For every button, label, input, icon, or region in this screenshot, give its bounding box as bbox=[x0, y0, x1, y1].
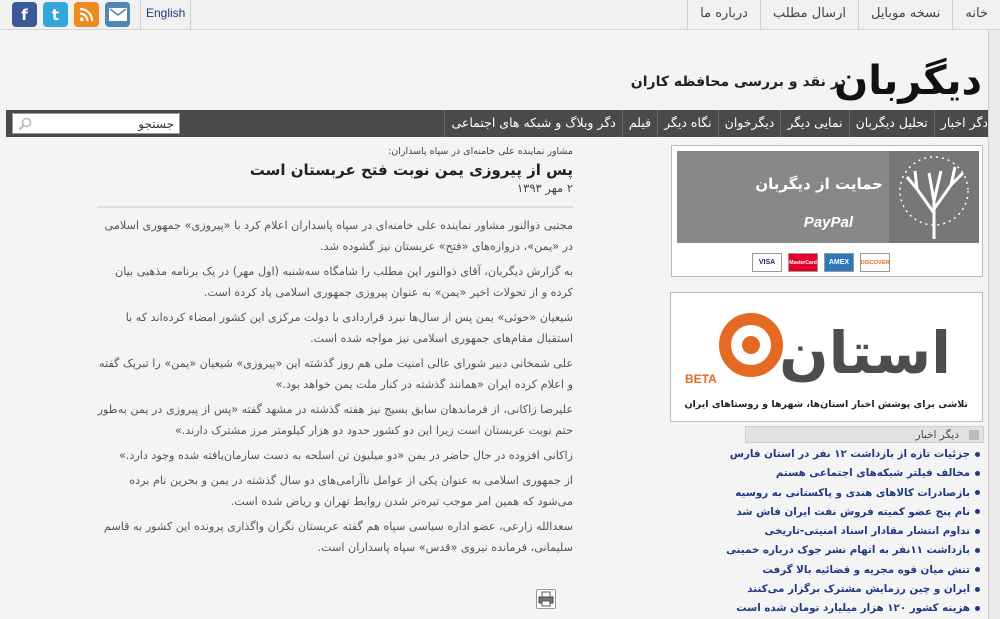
discover-card-icon: DISCOVER bbox=[860, 253, 890, 272]
top-nav-submit[interactable]: ارسال مطلب bbox=[760, 0, 858, 29]
top-nav-mobile[interactable]: نسخه موبایل bbox=[858, 0, 952, 29]
news-link[interactable]: بازصادرات کالاهای هندی و پاکستانی به روسیه bbox=[745, 484, 980, 503]
print-button[interactable] bbox=[536, 589, 556, 609]
news-link[interactable]: تنش میان قوه مجریه و قضائیه بالا گرفت bbox=[745, 561, 980, 580]
article-kicker: مشاور نماینده علی خامنه‌ای در سپاه پاسداران: bbox=[388, 146, 573, 157]
search-icon[interactable] bbox=[18, 117, 32, 131]
ostan-logo-text: استان bbox=[779, 319, 951, 387]
twitter-icon[interactable]: t bbox=[43, 2, 68, 27]
nav-item-news[interactable]: دگر اخبار bbox=[934, 110, 994, 137]
bullet-icon bbox=[975, 490, 980, 495]
mail-icon[interactable] bbox=[105, 2, 130, 27]
news-link[interactable]: هزینه کشور ۱۲۰ هزار میلیارد تومان شده است bbox=[745, 599, 980, 618]
amex-card-icon: AMEX bbox=[824, 253, 854, 272]
article-paragraph: زاکانی افزوده در حال حاضر در یمن «دو میلیون تن اسلحه به دست سازمان‌یافته شده وجود دارد.» bbox=[118, 449, 573, 462]
header-square-icon bbox=[969, 430, 979, 440]
article-paragraph: از جمهوری اسلامی به عنوان یکی از عوامل ناآرامی‌های دو سال گذشته در یمن و بحرین نام برده می‌شود که همین امر موجب تیره‌تر شدن روابط تهران و ریاض شده است. bbox=[129, 474, 573, 508]
bullet-icon bbox=[975, 471, 980, 476]
site-header bbox=[630, 52, 984, 104]
site-logo[interactable] bbox=[834, 52, 984, 104]
nav-item-film[interactable]: فیلم bbox=[622, 110, 657, 137]
nav-item-reader[interactable]: دیگرخوان bbox=[718, 110, 781, 137]
article-paragraph: به گزارش دیگربان، آقای ذوالنور این مطلب را شامگاه سه‌شنبه (اول مهر) در یک برنامه مذهبی بیان کرده و از تحولات اخیر «یمن» به عنوان پیروزی جمهوری اسلامی یاد کرده است. bbox=[115, 265, 573, 299]
logo-text: دیگربان bbox=[834, 58, 982, 104]
bullet-icon bbox=[975, 567, 980, 572]
search-box bbox=[12, 113, 180, 134]
top-nav-about[interactable]: درباره ما bbox=[687, 0, 760, 29]
article-divider bbox=[97, 206, 573, 208]
article bbox=[97, 145, 573, 562]
main-nav bbox=[6, 110, 994, 137]
page-scrollbar[interactable] bbox=[988, 30, 1000, 619]
printer-icon bbox=[537, 590, 555, 608]
article-paragraph: شیعیان «حوثی» یمن پس از سال‌ها نبرد قراردادی با دولت مرکزی این کشور امضاء کرده‌اند که با استقبال مقام‌های جمهوری اسلامی نیز مواجه شده است. bbox=[125, 311, 573, 345]
bullet-icon bbox=[975, 606, 980, 611]
other-news-box bbox=[726, 426, 984, 619]
article-paragraph: سعدالله زارعی، عضو اداره سیاسی سپاه هم گفته عربستان نگران واگذاری پرونده این کشور به قاسم سلیمانی، فرمانده نیروی «قدس» سپاه پاسداران است. bbox=[103, 520, 573, 554]
rss-icon[interactable] bbox=[74, 2, 99, 27]
other-news-title: دیگر اخبار bbox=[915, 429, 959, 441]
nav-item-look[interactable]: نگاه دیگر bbox=[657, 110, 718, 137]
support-title: حمایت از دیگربان bbox=[755, 175, 883, 193]
bullet-icon bbox=[975, 548, 980, 553]
mastercard-icon: MasterCard bbox=[788, 253, 818, 272]
article-paragraph: علی شمخانی دبیر شورای عالی امنیت ملی هم روز گذشته این «پیروزی» شیعیان «یمن» را تبریک گفته و اعلام کرده ایران «همانند گذشته در کنار ملت یمن خواهد بود.» bbox=[99, 357, 573, 391]
payment-cards bbox=[752, 253, 890, 272]
paypal-donate-banner[interactable] bbox=[671, 145, 983, 277]
ostan-banner[interactable] bbox=[670, 292, 983, 422]
nav-item-blogs[interactable]: دگر وبلاگ و شبکه های اجتماعی bbox=[444, 110, 621, 137]
visa-card-icon: VISA bbox=[752, 253, 782, 272]
article-paragraph: علیرضا زاکانی، از فرماندهان سابق بسیج نیز هفته گذشته در مشهد گفته «پس از پیروزی در یمن به‌طور حتم نوبت عربستان است زیرا این دو کشور حدود دو هزار کیلومتر مرز مشترک دارند.» bbox=[97, 403, 573, 437]
english-link[interactable]: English bbox=[140, 0, 191, 29]
bullet-icon bbox=[975, 509, 980, 514]
nav-item-view[interactable]: نمایی دیگر bbox=[780, 110, 848, 137]
article-date: ۲ مهر ۱۳۹۳ bbox=[516, 181, 573, 195]
search-input[interactable] bbox=[37, 114, 177, 133]
article-headline[interactable]: پس از پیروزی یمن نوبت فتح عربستان است bbox=[249, 161, 573, 179]
top-nav bbox=[687, 0, 1000, 29]
bullet-icon bbox=[975, 587, 980, 592]
ostan-beta-label: BETA bbox=[685, 372, 717, 386]
news-link[interactable]: بازداشت ۱۱نفر به اتهام نشر جوک درباره خمینی bbox=[745, 541, 980, 560]
news-link[interactable]: ایران و چین رزمایش مشترک برگزار می‌کنند bbox=[745, 580, 980, 599]
tree-icon bbox=[889, 151, 979, 243]
article-paragraph: مجتبی ذوالنور مشاور نماینده علی خامنه‌ای در سپاه پاسداران اعلام کرد با «پیروزی» جمهوری اسلامی در «یمن»، دروازه‌های «فتح» عربستان نیز گشوده شد. bbox=[104, 219, 573, 253]
ostan-caption: تلاشی برای پوشش اخبار استان‌ها، شهرها و روستاهای ایران bbox=[684, 399, 968, 410]
top-bar bbox=[0, 0, 1000, 30]
news-link[interactable]: تداوم انتشار مقادار اسناد امنیتی-تاریخی bbox=[745, 522, 980, 541]
bullet-icon bbox=[975, 452, 980, 457]
top-nav-home[interactable]: خانه bbox=[952, 0, 1000, 29]
site-tagline: در نقد و بررسی محافظه کاران bbox=[630, 74, 846, 90]
news-link[interactable]: نام پنج عضو کمیته فروش نفت ایران فاش شد bbox=[745, 503, 980, 522]
other-news-header bbox=[745, 426, 984, 443]
news-link[interactable]: مخالف فیلتر شبکه‌های اجتماعی هستم bbox=[745, 464, 980, 483]
news-link[interactable]: جزئیات تازه از بازداشت ۱۲ نفر در استان فارس bbox=[745, 445, 980, 464]
paypal-brand: PayPal bbox=[803, 214, 853, 231]
bullet-icon bbox=[975, 529, 980, 534]
facebook-icon[interactable]: f bbox=[12, 2, 37, 27]
other-news-list bbox=[726, 445, 980, 619]
ostan-logo bbox=[671, 293, 984, 393]
nav-item-analysis[interactable]: تحلیل دیگربان bbox=[849, 110, 934, 137]
social-links bbox=[12, 2, 130, 27]
paypal-banner-bg bbox=[677, 151, 979, 243]
